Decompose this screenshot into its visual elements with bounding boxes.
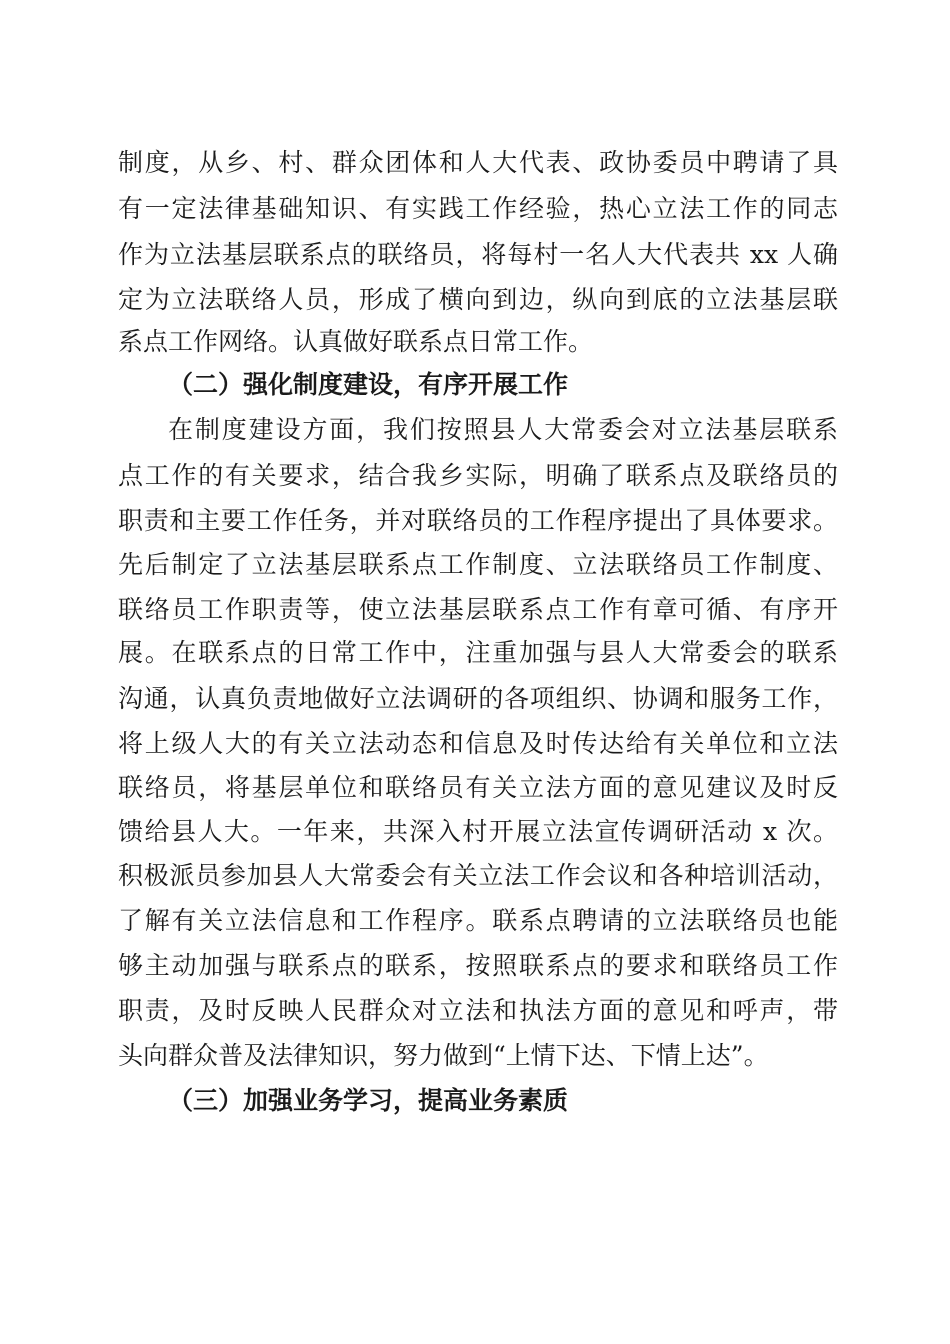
- paragraph-line: 将上级人大的有关立法动态和信息及时传达给有关单位和立法: [118, 729, 838, 758]
- paragraph-line: 点工作的有关要求，结合我乡实际，明确了联系点及联络员的: [118, 461, 838, 490]
- paragraph-line: 积极派员参加县人大常委会有关立法工作会议和各种培训活动，: [118, 861, 838, 890]
- paragraph-line: 展。在联系点的日常工作中，注重加强与县人大常委会的联系: [118, 638, 838, 667]
- paragraph-line: 沟通，认真负责地做好立法调研的各项组织、协调和服务工作，: [118, 684, 838, 713]
- paragraph-line: 制度，从乡、村、群众团体和人大代表、政协委员中聘请了具: [118, 148, 838, 177]
- paragraph-line: 定为立法联络人员，形成了横向到边，纵向到底的立法基层联: [118, 285, 838, 314]
- paragraph-line: 联络员，将基层单位和联络员有关立法方面的意见建议及时反: [118, 773, 838, 802]
- paragraph-line: 了解有关立法信息和工作程序。联系点聘请的立法联络员也能: [118, 906, 838, 935]
- paragraph-line: 作为立法基层联系点的联络员，将每村一名人大代表共 xx 人确: [118, 240, 838, 269]
- paragraph-line: 够主动加强与联系点的联系，按照联系点的要求和联络员工作: [118, 951, 838, 980]
- section-heading-3: （三）加强业务学习，提高业务素质: [168, 1086, 569, 1115]
- paragraph-line: 系点工作网络。认真做好联系点日常工作。: [118, 327, 594, 356]
- paragraph-line: 职责和主要工作任务，并对联络员的工作程序提出了具体要求。: [118, 506, 838, 535]
- paragraph-line: 头向群众普及法律知识，努力做到“上情下达、下情上达”。: [118, 1041, 769, 1070]
- paragraph-line: 先后制定了立法基层联系点工作制度、立法联络员工作制度、: [118, 550, 838, 579]
- paragraph-line: 联络员工作职责等，使立法基层联系点工作有章可循、有序开: [118, 595, 838, 624]
- section-heading-2: （二）强化制度建设，有序开展工作: [168, 370, 569, 399]
- paragraph-line: 有一定法律基础知识、有实践工作经验，热心立法工作的同志: [118, 194, 838, 223]
- paragraph-line: 在制度建设方面，我们按照县人大常委会对立法基层联系: [168, 415, 838, 444]
- paragraph-line: 职责，及时反映人民群众对立法和执法方面的意见和呼声，带: [118, 996, 838, 1025]
- paragraph-line: 馈给县人大。一年来，共深入村开展立法宣传调研活动 x 次。: [118, 817, 838, 846]
